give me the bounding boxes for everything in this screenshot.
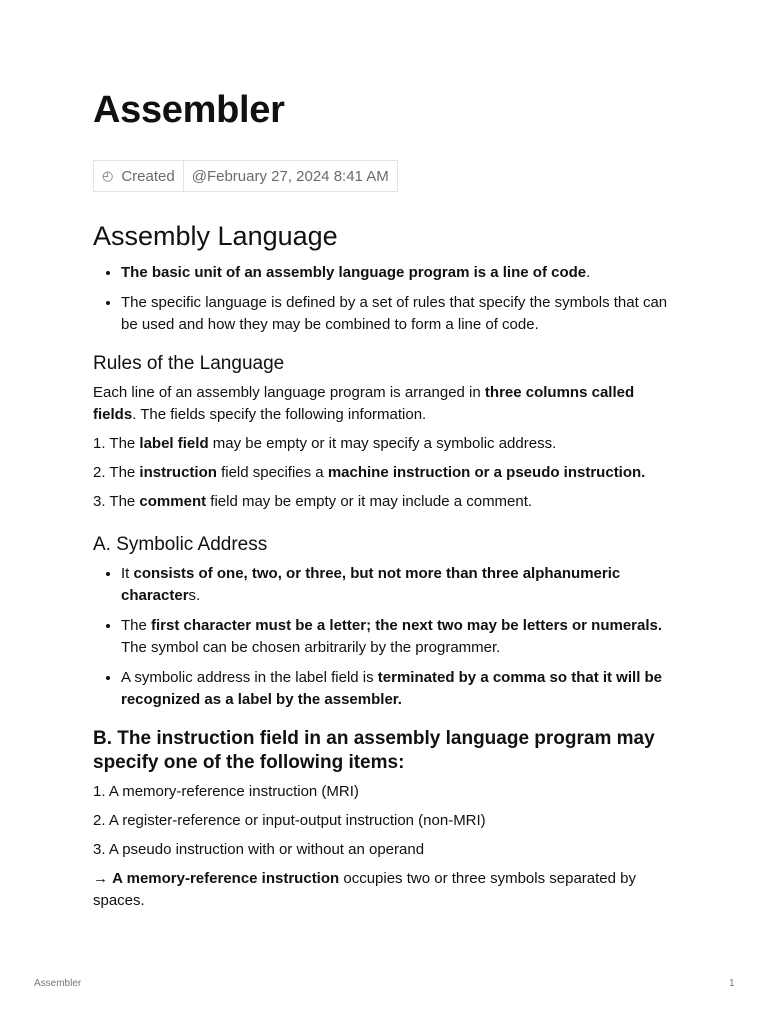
list-item: • The basic unit of an assembly language program is a line of code. — [121, 262, 673, 284]
assembly-language-list — [93, 262, 673, 336]
rule-item: 1. The label field may be empty or it may specify a symbolic address. — [93, 435, 557, 452]
list-item: • The specific language is defined by a set of rules that specify the symbols that can be used and how they may be combined to form a line of code. — [121, 292, 673, 336]
rule-item: 2. The instruction field specifies a machine instruction or a pseudo instruction. — [93, 464, 646, 481]
symbolic-address-list — [93, 563, 673, 711]
created-value: @February 27, 2024 8:41 AM — [191, 167, 389, 185]
list-item: • The first character must be a letter; the next two may be letters or numerals. The symbol can be chosen arbitrarily by the programmer. — [121, 615, 673, 659]
heading-instruction-field: B. The instruction field in an assembly language program may specify one of the following items: — [93, 728, 655, 773]
heading-rules: Rules of the Language — [93, 353, 285, 374]
properties-row — [93, 160, 398, 192]
instruction-item: 3. A pseudo instruction with or without an operand — [93, 841, 425, 858]
page-number: 1 — [729, 978, 735, 989]
list-item: • It consists of one, two, or three, but not more than three alphanumeric characters. — [121, 563, 673, 607]
created-property-value[interactable] — [184, 161, 397, 191]
rules-intro: Each line of an assembly language program is arranged in three columns called fields. The fields specify the following information. — [93, 384, 635, 423]
page-content — [93, 88, 673, 919]
page-title: Assembler — [93, 89, 285, 131]
instruction-item: 1. A memory-reference instruction (MRI) — [93, 783, 359, 800]
created-label: Created — [121, 167, 175, 185]
heading-assembly-language: Assembly Language — [93, 221, 338, 251]
list-item: • A symbolic address in the label field is terminated by a comma so that it will be recognized as a label by the assembler. — [121, 667, 673, 711]
mri-note: → A memory-reference instruction occupies two or three symbols separated by spaces. — [93, 870, 637, 909]
heading-symbolic-address: A. Symbolic Address — [93, 534, 268, 555]
instruction-item: 2. A register-reference or input-output instruction (non-MRI) — [93, 812, 486, 829]
clock-icon: ◴ — [102, 168, 114, 183]
footer-title: Assembler — [34, 978, 82, 989]
created-property-key — [94, 161, 184, 191]
rule-item: 3. The comment field may be empty or it may include a comment. — [93, 493, 533, 510]
